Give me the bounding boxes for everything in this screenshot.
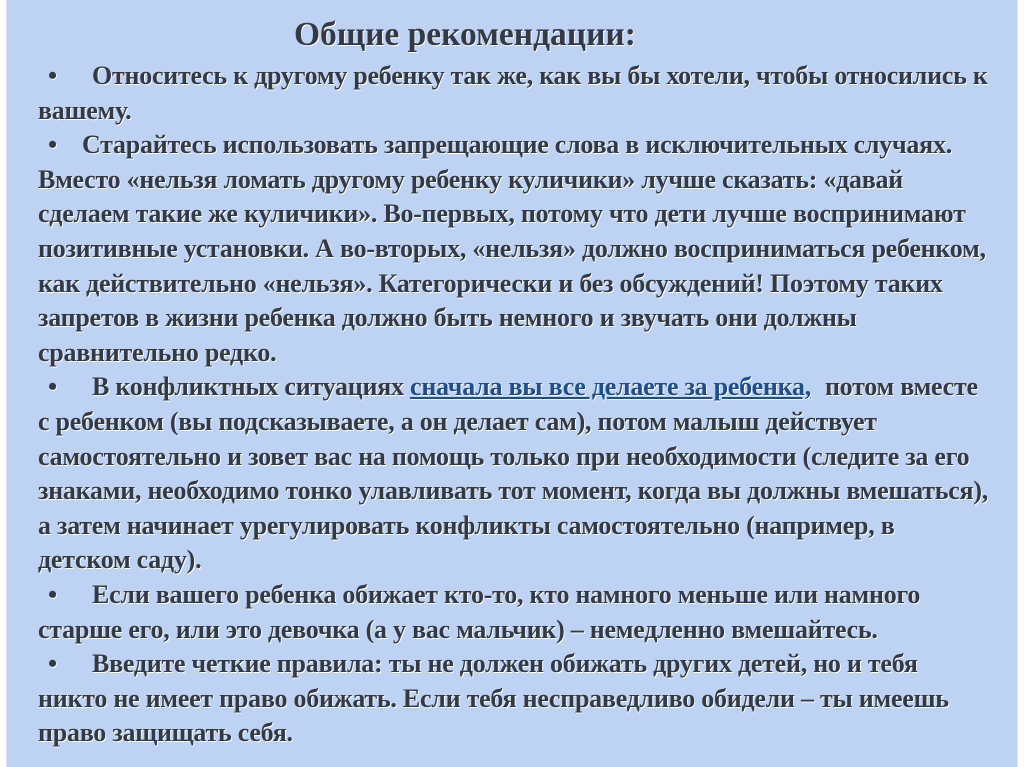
recommendation-text: Если вашего ребенка обижает кто-то, кто намного меньше или намного старше его, или это девочка (а у вас мальчик) – немедленно вмешайтесь.	[38, 579, 921, 644]
recommendation-text: Относитесь к другому ребенку так же, как вы бы хотели, чтобы относились к вашему.	[38, 61, 988, 125]
recommendation-text-after-link: потом вместе с ребенком (вы подсказываете, а он делает сам), потом малыш действует самостоятельно и зовет вас на помощь только при необходимости (следите за его знаками, необходимо тонко улавливать тот момент, когда вы должны вмешаться), а затем начинает урегулировать конфликты самостоятельно (например, в детском саду).	[38, 372, 988, 575]
recommendation-text: Введите четкие правила: ты не должен обижать других детей, но и тебя никто не имеет право обижать. Если тебя несправедливо обидели – ты имеешь право защищать себя.	[38, 649, 949, 748]
bullet-marker: •	[48, 61, 57, 90]
recommendation-link[interactable]: сначала вы все делаете за ребенка,	[410, 372, 811, 402]
recommendation-item-2	[38, 128, 988, 370]
recommendation-text: Старайтесь использовать запрещающие слова в исключительных случаях. Вместо «нельзя ломать другому ребенку куличики» лучше сказать: «давай сделаем такие же куличики». Во-первых, потому что дети лучше воспринимают позитивные установки. А во-вторых, «нельзя» должно восприниматься ребенком, как действительно «нельзя». Категорически и без обсуждений! Поэтому таких запретов в жизни ребенка должно быть немного и звучать они должны сравнительно редко.	[38, 130, 986, 367]
bullet-marker: •	[48, 372, 57, 402]
recommendation-item-3	[38, 370, 988, 578]
recommendation-item-1	[38, 59, 988, 128]
slide	[6, 0, 1018, 767]
bullet-marker: •	[48, 579, 57, 609]
bullet-marker: •	[48, 649, 57, 679]
slide-title: Общие рекомендации:	[294, 16, 636, 53]
recommendation-text-before-link: В конфликтных ситуациях	[92, 372, 404, 402]
recommendation-item-5	[38, 647, 988, 751]
slide-content	[38, 12, 988, 751]
recommendation-item-4	[38, 578, 988, 647]
bullet-marker: •	[48, 130, 57, 160]
